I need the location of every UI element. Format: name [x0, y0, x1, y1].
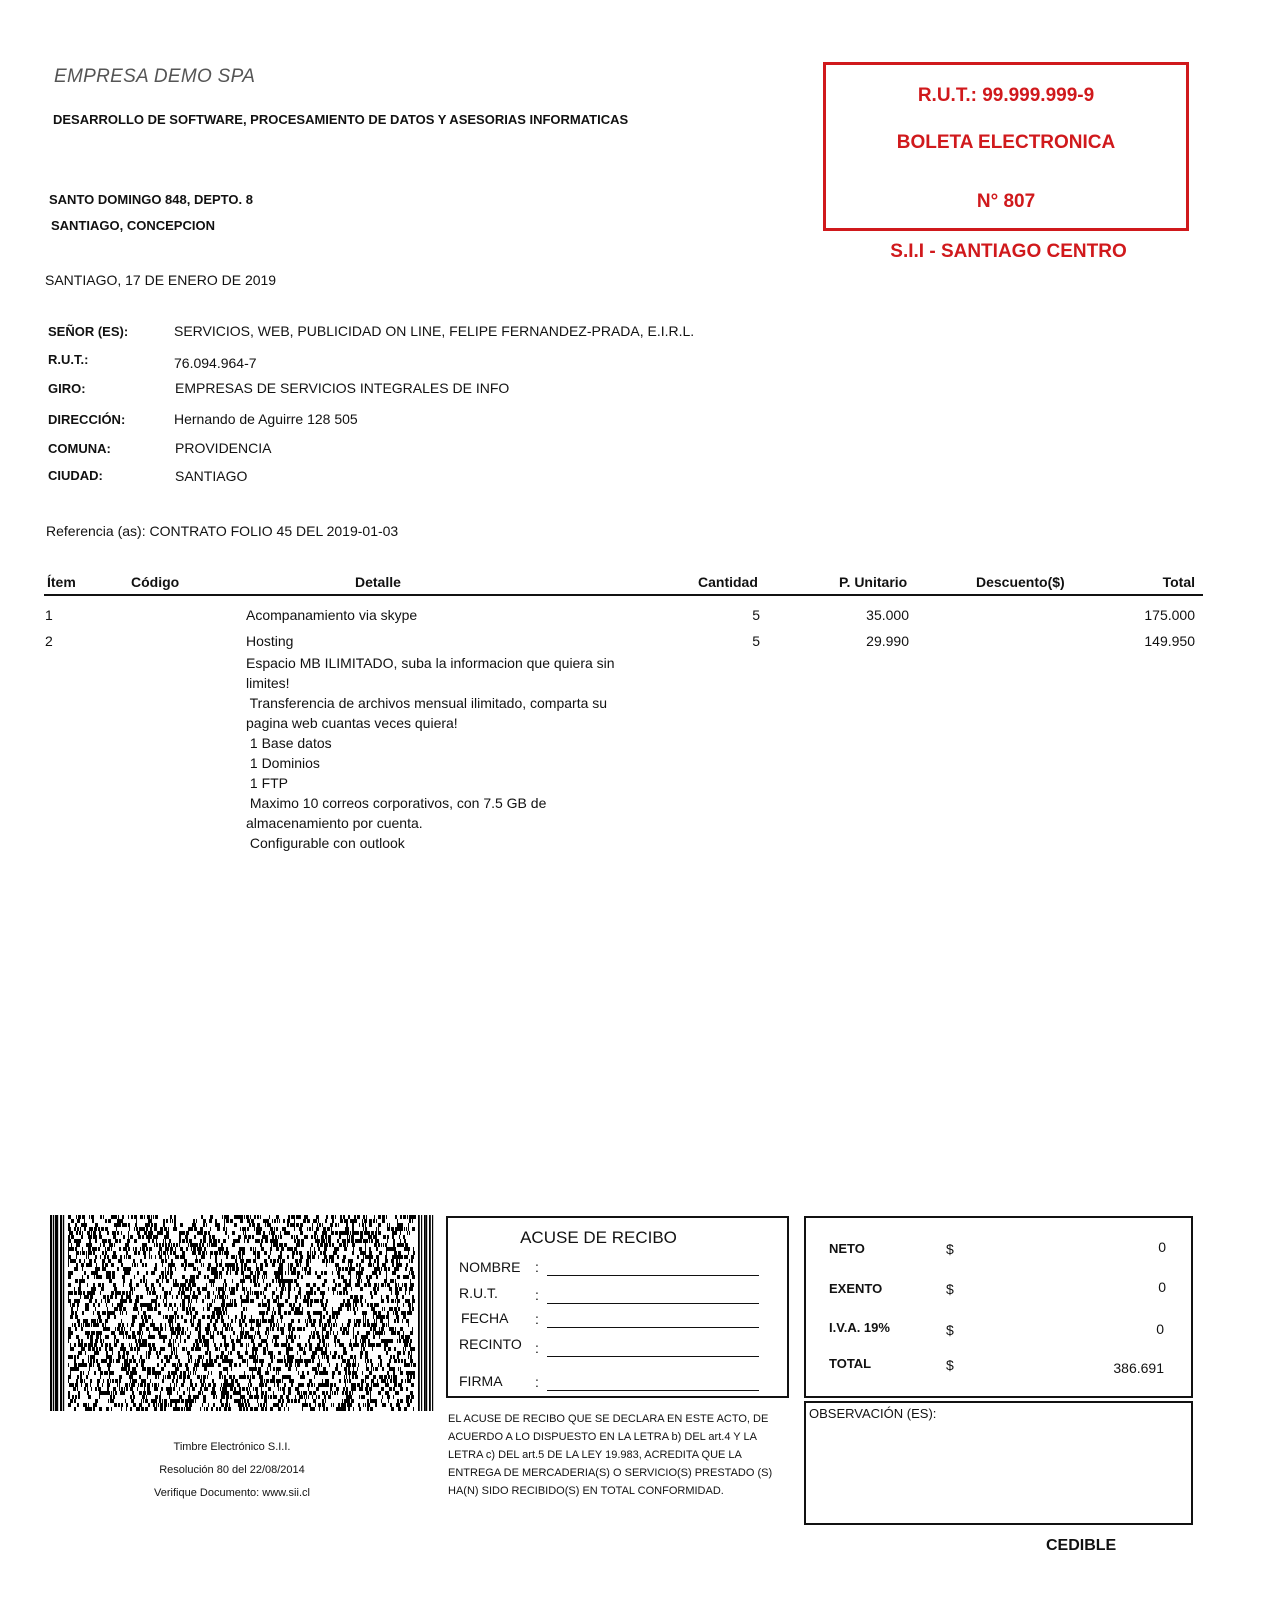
row-total: 175.000: [1144, 607, 1195, 623]
receipt-colon: :: [535, 1287, 539, 1303]
totals-value-vat: 0: [1156, 1321, 1164, 1337]
row-item: 2: [45, 633, 53, 649]
client-label-rut: R.U.T.:: [48, 352, 89, 367]
receipt-label-name: NOMBRE: [459, 1259, 521, 1275]
reference-line: Referencia (as): CONTRATO FOLIO 45 DEL 2019-01-03: [46, 523, 399, 539]
cedible-tag: CEDIBLE: [1046, 1537, 1117, 1554]
client-value-city: SANTIAGO: [175, 468, 248, 484]
receipt-field-signature[interactable]: [547, 1390, 759, 1391]
issue-date: SANTIAGO, 17 DE ENERO DE 2019: [45, 272, 277, 288]
client-label-giro: GIRO:: [48, 381, 86, 396]
totals-value-exempt: 0: [1158, 1279, 1166, 1295]
stamp-title: Timbre Electrónico S.I.I.: [173, 1441, 291, 1453]
row-total: 149.950: [1144, 633, 1195, 649]
column-header-unit-price: P. Unitario: [839, 574, 908, 590]
receipt-field-date[interactable]: [547, 1327, 759, 1328]
receipt-label-premises: RECINTO: [459, 1336, 522, 1352]
client-label-name: SEÑOR (ES):: [48, 324, 129, 339]
totals-label-total: TOTAL: [829, 1356, 872, 1371]
column-header-discount: Descuento($): [976, 574, 1065, 590]
receipt-title: ACUSE DE RECIBO: [520, 1228, 677, 1247]
sii-office: S.I.I - SANTIAGO CENTRO: [890, 241, 1127, 262]
stamp-verify: Verifique Documento: www.sii.cl: [154, 1487, 310, 1499]
row-unit-price: 35.000: [866, 607, 909, 623]
row-item: 1: [45, 607, 53, 623]
column-header-detail: Detalle: [355, 574, 401, 590]
company-name: EMPRESA DEMO SPA: [54, 66, 256, 87]
column-header-total: Total: [1162, 574, 1195, 590]
receipt-label-date: FECHA: [461, 1310, 509, 1326]
row-qty: 5: [752, 607, 760, 623]
totals-currency: $: [946, 1241, 954, 1257]
client-label-comuna: COMUNA:: [48, 441, 111, 456]
client-value-giro: EMPRESAS DE SERVICIOS INTEGRALES DE INFO: [175, 380, 510, 396]
receipt-field-name[interactable]: [547, 1275, 759, 1276]
receipt-label-rut: R.U.T.: [459, 1285, 498, 1301]
table-header-rule: [44, 594, 1203, 596]
electronic-stamp-barcode: [50, 1215, 434, 1411]
totals-currency: $: [946, 1322, 954, 1338]
client-value-address: Hernando de Aguirre 128 505: [174, 411, 358, 427]
receipt-colon: :: [535, 1340, 539, 1356]
client-value-comuna: PROVIDENCIA: [175, 440, 272, 456]
row-unit-price: 29.990: [866, 633, 909, 649]
totals-value-net: 0: [1158, 1239, 1166, 1255]
client-value-rut: 76.094.964-7: [174, 355, 257, 371]
client-label-city: CIUDAD:: [48, 468, 103, 483]
receipt-colon: :: [535, 1259, 539, 1275]
column-header-qty: Cantidad: [698, 574, 758, 590]
document-number: N° 807: [976, 191, 1036, 212]
observations-label: OBSERVACIÓN (ES):: [809, 1406, 937, 1421]
document-id-box: [823, 62, 1189, 231]
column-header-code: Código: [131, 574, 180, 590]
column-header-item: Ítem: [47, 574, 76, 590]
issuer-rut: R.U.T.: 99.999.999-9: [917, 85, 1095, 106]
totals-value-total: 386.691: [1113, 1360, 1164, 1376]
row-detail: Acompanamiento via skype: [246, 607, 418, 623]
company-activity: DESARROLLO DE SOFTWARE, PROCESAMIENTO DE DATOS Y ASESORIAS INFORMATICAS: [53, 112, 629, 127]
company-address: SANTO DOMINGO 848, DEPTO. 8: [49, 192, 253, 207]
stamp-resolution: Resolución 80 del 22/08/2014: [159, 1464, 305, 1476]
totals-label-net: NETO: [829, 1241, 865, 1256]
client-label-address: DIRECCIÓN:: [48, 412, 126, 427]
totals-currency: $: [946, 1357, 954, 1373]
receipt-label-signature: FIRMA: [459, 1373, 503, 1389]
totals-label-vat: I.V.A. 19%: [829, 1320, 890, 1335]
row-detail-description: Espacio MB ILIMITADO, suba la informacion que quiera sin limites! Transferencia de archivos mensual ilimitado, comparta su pagina web cuantas veces quiera! 1 Base datos 1 Dominios 1 FTP Maximo 10 correos corporativos, con 7.5 GB de almacenamiento por cuenta. Configurable con outlook: [246, 655, 615, 851]
row-qty: 5: [752, 633, 760, 649]
totals-currency: $: [946, 1281, 954, 1297]
receipt-field-rut[interactable]: [547, 1303, 759, 1304]
receipt-legal-note: EL ACUSE DE RECIBO QUE SE DECLARA EN ESTE ACTO, DE ACUERDO A LO DISPUESTO EN LA LETRA b) DEL art.4 Y LA LETRA c) DEL art.5 DE LA LEY 19.983, ACREDITA QUE LA ENTREGA DE MERCADERIA(S) O SERVICIO(S) PRESTADO (S) HA(N) SIDO RECIBIDO(S) EN TOTAL CONFORMIDAD.: [448, 1413, 773, 1497]
row-detail: Hosting: [246, 633, 294, 649]
receipt-colon: :: [535, 1374, 539, 1390]
document-type: BOLETA ELECTRONICA: [896, 132, 1116, 153]
receipt-colon: :: [535, 1311, 539, 1327]
company-city: SANTIAGO, CONCEPCION: [51, 218, 215, 233]
totals-label-exempt: EXENTO: [829, 1281, 883, 1296]
receipt-field-premises[interactable]: [547, 1356, 759, 1357]
client-value-name: SERVICIOS, WEB, PUBLICIDAD ON LINE, FELIPE FERNANDEZ-PRADA, E.I.R.L.: [174, 323, 695, 339]
